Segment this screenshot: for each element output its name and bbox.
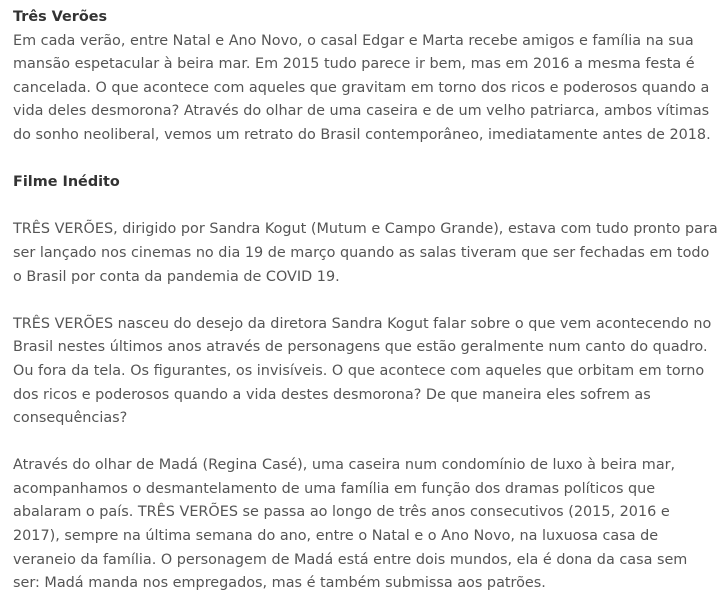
body-paragraph-3: Através do olhar de Madá (Regina Casé), uma caseira num condomínio de luxo à beira mar, acompanhamos o desmantelamento de uma família em função dos dramas políticos que abalaram o país. TRÊS VERÕES se passa ao longo de três anos consecutivos (2015, 2016 e 2017), sempre na última semana do ano, entre o Natal e o Ano Novo, na luxuosa casa de veraneio da família. O personagem de Madá está entre dois mundos, ela é dona da casa sem ser: Madá manda nos empregados, mas é também submissa aos patrões. — [13, 457, 688, 592]
intro-paragraph: Em cada verão, entre Natal e Ano Novo, o casal Edgar e Marta recebe amigos e família na sua mansão espetacular à beira mar. Em 2015 tudo parece ir bem, mas em 2016 a mesma festa é cancelada. O que acontece com aqueles que gravitam em torno dos ricos e poderosos quando a vida deles desmorona? Através do olhar de uma caseira e de um velho patriarca, ambos vítimas do sonho neoliberal, vemos um retrato do Brasil contemporâneo, imediatamente antes de 2018. — [13, 32, 711, 143]
spacer — [13, 431, 718, 455]
article-body — [13, 6, 718, 596]
body-paragraph-2: TRÊS VERÕES nasceu do desejo da diretora Sandra Kogut falar sobre o que vem acontecendo no Brasil nestes últimos anos através de personagens que estão geralmente num canto do quadro. Ou fora da tela. Os figurantes, os invisíveis. O que acontece com aqueles que orbitam em torno dos ricos e poderosos quando a vida destes desmorona? De que maneira eles sofrem as consequências? — [13, 315, 712, 427]
spacer — [13, 195, 718, 219]
body-paragraph-1: TRÊS VERÕES, dirigido por Sandra Kogut (Mutum e Campo Grande), estava com tudo pronto para ser lançado nos cinemas no dia 19 de março quando as salas tiveram que ser fechadas em todo o Brasil por conta da pandemia de COVID 19. — [13, 221, 718, 285]
section-heading: Filme Inédito — [13, 174, 120, 191]
article-title: Três Verões — [13, 9, 108, 25]
spacer — [13, 148, 718, 172]
spacer — [13, 289, 718, 313]
